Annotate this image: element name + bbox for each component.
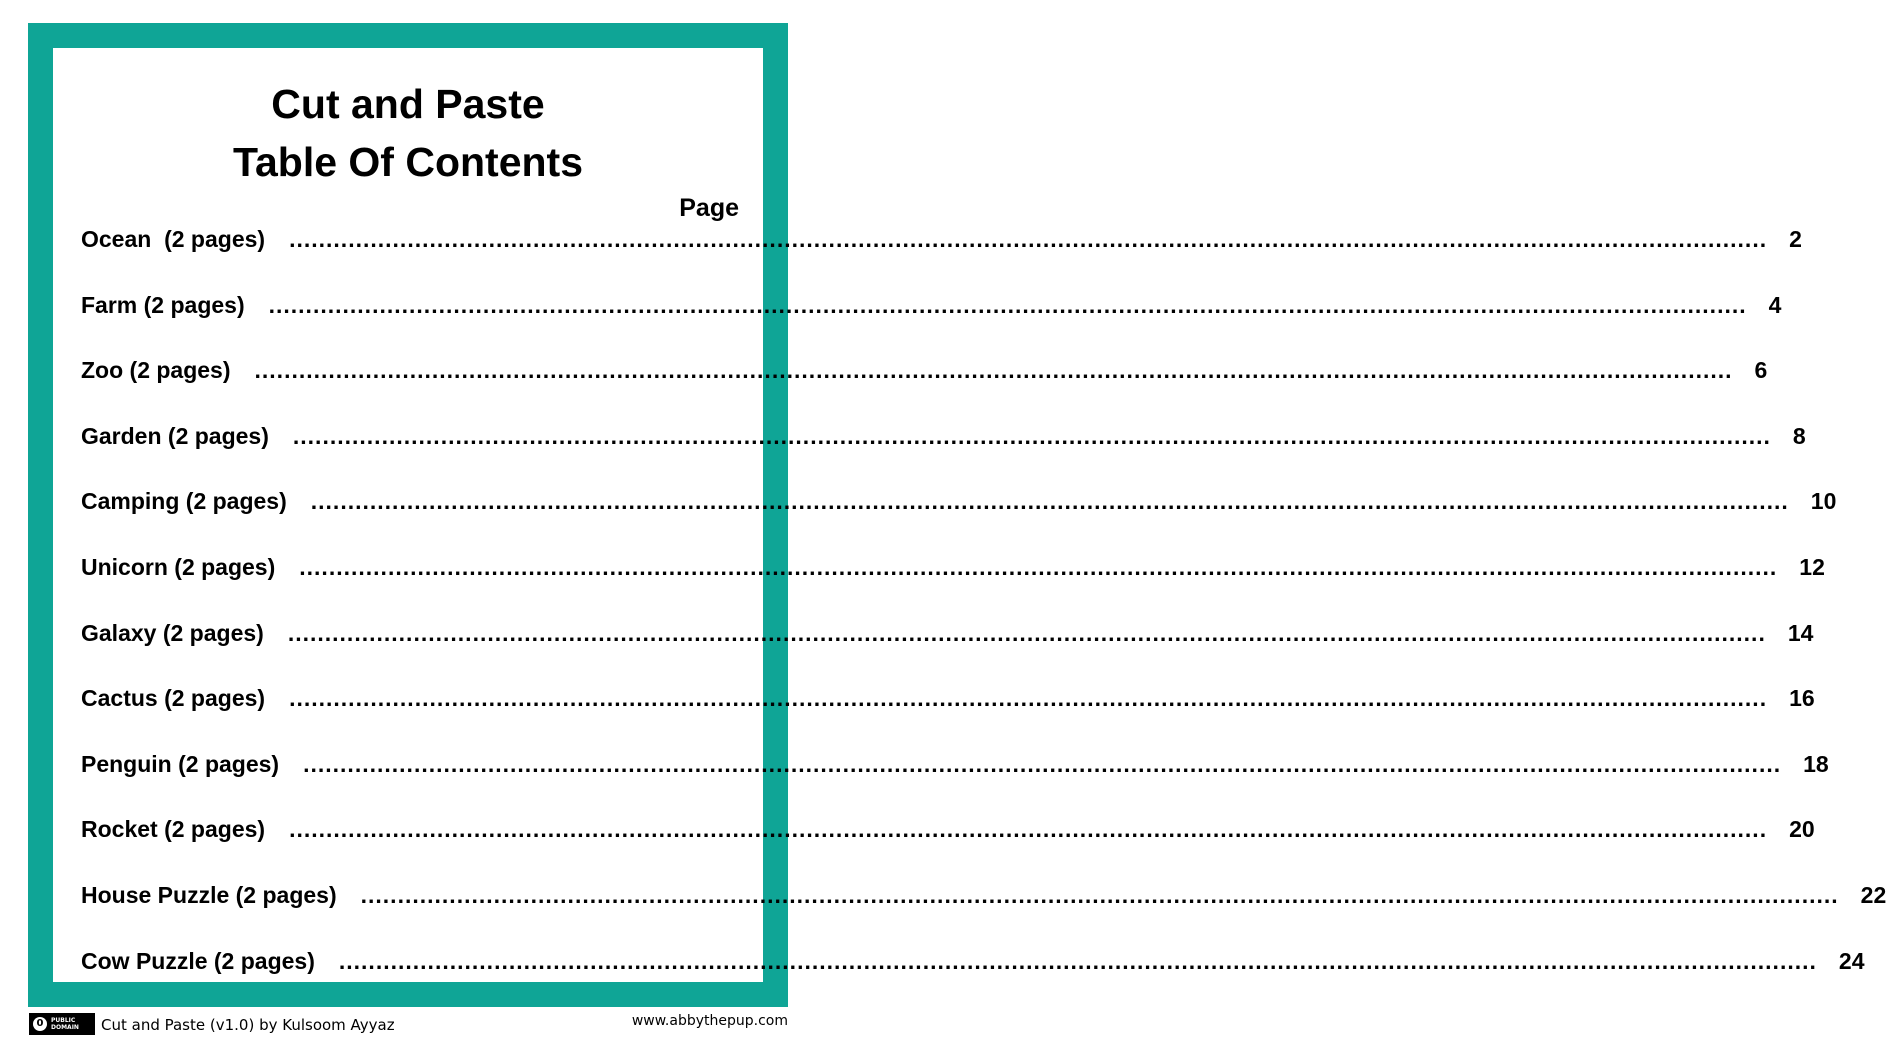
toc-entry-label: Zoo (2 pages) [81,357,231,384]
toc-row [81,226,1802,292]
toc-row [81,488,1837,554]
toc-entry-label: Galaxy (2 pages) [81,619,264,646]
toc-dot-leader: ........................................................................................................................................................................................................ [338,947,1817,974]
toc-row [81,685,1815,751]
toc-entry-label: Rocket (2 pages) [81,816,266,843]
toc-entry-label: Penguin (2 pages) [81,750,280,777]
toc-dot-leader: ........................................................................................................................................................................................................ [289,226,1768,252]
toc-entry-label: Ocean (2 pages) [81,226,266,252]
toc-entry-page-number: 4 [1768,291,1782,318]
title-line-1: Cut and Paste [271,81,545,127]
toc-row [81,357,1768,423]
toc-dot-leader: ........................................................................................................................................................................................................ [360,881,1839,908]
toc-row [81,750,1829,817]
toc-entry-page-number: 2 [1789,226,1802,252]
toc-entry-page-number: 20 [1789,816,1815,843]
toc-entry-page-number: 16 [1789,685,1815,712]
toc-entry-page-number: 22 [1860,881,1886,908]
toc-dot-leader: ........................................................................................................................................................................................................ [268,291,1747,318]
toc-dot-leader: ........................................................................................................................................................................................................ [310,488,1789,515]
page-border-frame [28,23,1886,1007]
license-symbol: 0 [33,1017,47,1031]
toc-entry-page-number: 8 [1792,422,1806,449]
credit-text: Cut and Paste (v1.0) by Kulsoom Ayyaz [101,1016,395,1034]
toc-entry-label: Cactus (2 pages) [81,685,266,712]
page-title [53,75,763,191]
license-text [51,1017,79,1031]
title-line-2: Table Of Contents [232,139,584,185]
public-domain-icon [29,1013,95,1035]
toc-dot-leader: ........................................................................................................................................................................................................ [289,816,1768,843]
toc-entry-page-number: 14 [1787,619,1814,646]
toc-entry-label: House Puzzle (2 pages) [81,881,337,908]
toc-row [81,816,1815,882]
toc-dot-leader: ........................................................................................................................................................................................................ [289,685,1768,712]
toc-row [81,553,1825,620]
footer [0,1010,816,1040]
toc-entry-page-number: 18 [1803,750,1829,777]
toc-row [81,291,1782,358]
website-link[interactable]: www.abbythepup.com [631,1013,788,1029]
toc-row [81,422,1806,489]
page-column-header: Page [679,194,739,222]
license-text-line-2: DOMAIN [51,1024,79,1031]
toc-row [81,881,1886,948]
toc-entry-label: Camping (2 pages) [81,488,287,515]
toc-entry-page-number: 6 [1754,357,1768,384]
toc-dot-leader: ........................................................................................................................................................................................................ [287,619,1766,646]
toc-entry-page-number: 10 [1810,488,1837,515]
toc-entry-page-number: 24 [1838,947,1865,974]
toc-row [81,947,1865,1014]
toc-entry-label: Unicorn (2 pages) [81,553,276,580]
toc-dot-leader: ........................................................................................................................................................................................................ [299,553,1778,580]
license-text-line-1: PUBLIC [51,1017,76,1024]
toc-entry-label: Garden (2 pages) [81,422,269,449]
toc-dot-leader: ........................................................................................................................................................................................................ [254,357,1733,384]
toc-entry-label: Cow Puzzle (2 pages) [81,947,315,974]
toc-entry-page-number: 12 [1799,553,1825,580]
toc-dot-leader: ........................................................................................................................................................................................................ [292,422,1771,449]
toc-entry-label: Farm (2 pages) [81,291,245,318]
toc-dot-leader: ........................................................................................................................................................................................................ [303,750,1782,777]
toc-row [81,619,1814,686]
table-of-contents [81,226,1886,1013]
